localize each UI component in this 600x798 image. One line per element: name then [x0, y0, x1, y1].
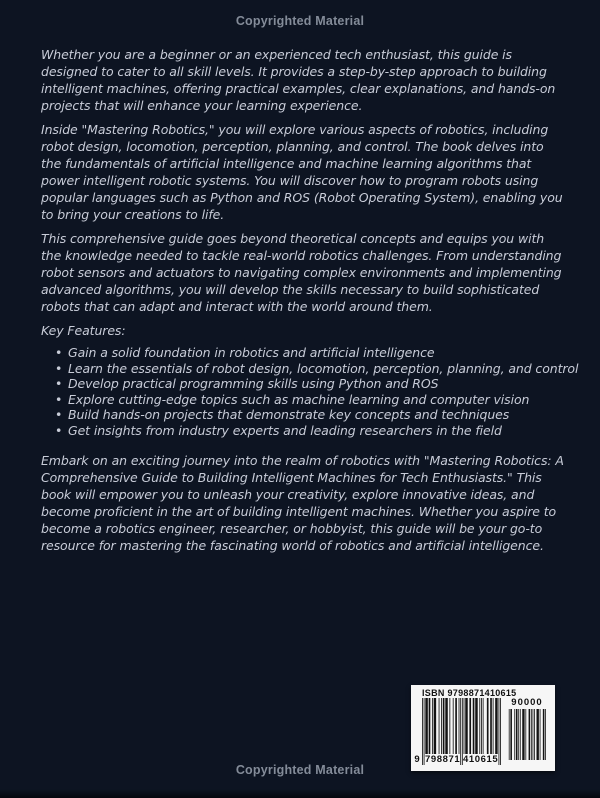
page-bottom-shadow [0, 789, 600, 798]
key-feature-item: • Develop practical programming skills using Python and ROS [41, 376, 566, 392]
key-feature-item: • Learn the essentials of robot design, locomotion, perception, planning, and control [41, 361, 566, 377]
paragraph-audience: Whether you are a beginner or an experienced tech enthusiast, this guide is designed to cater to all skill levels. It provides a step-by-step approach to building intelligent machines, offering practical examples, clear explanations, and hands-on projects that will enhance your learning experience. [41, 47, 556, 113]
paragraph-beyond-theory: This comprehensive guide goes beyond theoretical concepts and equips you with the knowledge needed to tackle real-world robotics challenges. From understanding robot sensors and actuators to navigating complex environments and implementing advanced algorithms, you will develop the skills necessary to build sophisticated robots that can adapt and interact with the world around them. [41, 231, 562, 314]
paragraph-embark: Embark on an exciting journey into the realm of robotics with "Mastering Robotics: A Comprehensive Guide to Building Intelligent Machines for Tech Enthusiasts." This book will empower you to unleash your creativity, explore innovative ideas, and become proficient in the art of building intelligent machines. Whether you aspire to become a robotics engineer, researcher, or hobbyist, this guide will be your go-to resource for mastering the fascinating world of robotics and artificial intelligence. [41, 453, 564, 553]
key-feature-item: • Get insights from industry experts and leading researchers in the field [41, 423, 566, 439]
key-features-list [41, 345, 579, 438]
ean13-digits-left: 798871 [425, 754, 461, 765]
ean13-digit-first: 9 [414, 754, 420, 765]
key-feature-item: • Explore cutting-edge topics such as machine learning and computer vision [41, 392, 566, 408]
ean13-barcode [414, 698, 501, 765]
copyright-banner-top: Copyrighted Material [235, 14, 365, 28]
paragraph-inside-book: Inside "Mastering Robotics," you will explore various aspects of robotics, including robot design, locomotion, perception, planning, and control. The book delves into the fundamentals of artificial intelligence and machine learning algorithms that power intelligent robotic systems. You will discover how to program robots using popular languages such as Python and ROS (Robot Operating System), enabling you to bring your creations to life. [41, 122, 563, 222]
ean5-bars [508, 709, 546, 760]
back-cover-text [41, 46, 579, 561]
key-features-heading: Key Features: [41, 323, 126, 338]
ean13-digits-right: 410615 [463, 754, 499, 765]
barcode-panel [411, 685, 555, 771]
copyright-banner-bottom: Copyrighted Material [235, 763, 365, 777]
ean5-value: 90000 [511, 697, 543, 708]
key-feature-item: • Gain a solid foundation in robotics and artificial intelligence [41, 345, 566, 361]
key-feature-item: • Build hands-on projects that demonstrate key concepts and techniques [41, 407, 566, 423]
isbn-label: ISBN 9798871410615 [422, 688, 517, 698]
ean5-supplement-barcode [508, 698, 546, 762]
